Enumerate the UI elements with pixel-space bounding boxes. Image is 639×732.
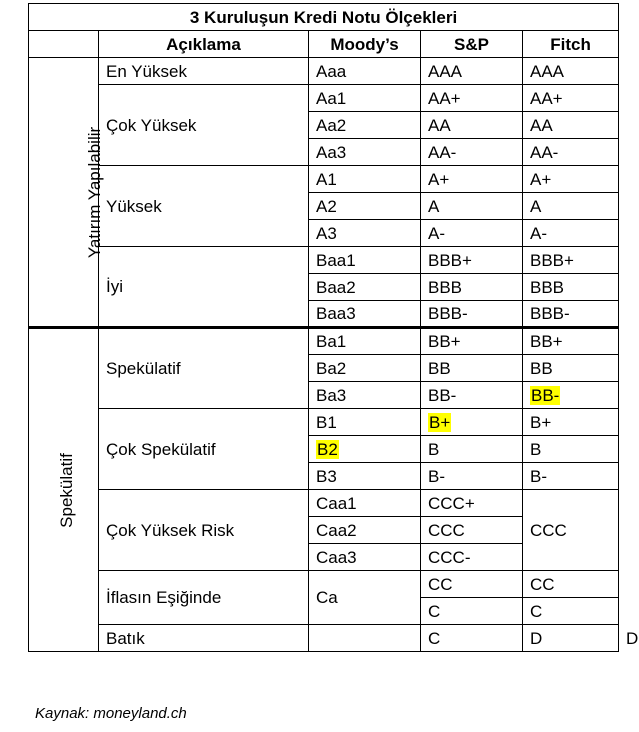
moodys-cell: C xyxy=(421,625,523,652)
sp-cell: BB- xyxy=(421,382,523,409)
credit-rating-table xyxy=(28,3,639,652)
table-title: 3 Kuruluşun Kredi Notu Ölçekleri xyxy=(29,4,619,31)
header-blank xyxy=(29,31,99,58)
group-label: Yatırım Yapılabilir xyxy=(85,126,105,258)
moodys-cell: Aa1 xyxy=(309,85,421,112)
sp-cell: A- xyxy=(421,220,523,247)
fitch-cell: A+ xyxy=(523,166,619,193)
header-moodys: Moody’s xyxy=(309,31,421,58)
moodys-cell: Caa3 xyxy=(309,544,421,571)
moodys-cell: Baa2 xyxy=(309,274,421,301)
moodys-cell: Aa2 xyxy=(309,112,421,139)
moodys-cell: Ba1 xyxy=(309,328,421,355)
group-investment xyxy=(29,58,105,328)
header-fitch: Fitch xyxy=(523,31,619,58)
table-row xyxy=(29,571,619,598)
sp-cell: CCC- xyxy=(421,544,523,571)
header-sp: S&P xyxy=(421,31,523,58)
description-cell: Spekülatif xyxy=(99,328,309,409)
sp-cell: BB xyxy=(421,355,523,382)
fitch-cell: CCC xyxy=(523,490,619,571)
sp-cell: A+ xyxy=(421,166,523,193)
fitch-cell: B- xyxy=(523,463,619,490)
table-row xyxy=(29,409,619,436)
fitch-cell: BB xyxy=(523,355,619,382)
sp-cell: B- xyxy=(421,463,523,490)
sp-cell: B xyxy=(421,436,523,463)
description-cell: Çok Yüksek Risk xyxy=(99,490,309,571)
moodys-cell: Aa3 xyxy=(309,139,421,166)
fitch-cell: BBB+ xyxy=(523,247,619,274)
fitch-cell: AAA xyxy=(523,58,619,85)
sp-cell: CC xyxy=(421,571,523,598)
moodys-cell: Ba2 xyxy=(309,355,421,382)
fitch-cell: B xyxy=(523,436,619,463)
sp-cell: C xyxy=(421,598,523,625)
fitch-cell: CC xyxy=(523,571,619,598)
fitch-cell: C xyxy=(523,598,619,625)
description-cell: En Yüksek xyxy=(99,58,309,85)
moodys-cell: A2 xyxy=(309,193,421,220)
fitch-cell: AA xyxy=(523,112,619,139)
sp-cell: CCC+ xyxy=(421,490,523,517)
fitch-cell xyxy=(523,382,619,409)
source-note: Kaynak: moneyland.ch xyxy=(35,705,187,722)
fitch-cell: AA+ xyxy=(523,85,619,112)
table-row: Batık C D D xyxy=(29,625,619,652)
sp-cell: BB+ xyxy=(421,328,523,355)
moodys-cell: A1 xyxy=(309,166,421,193)
sp-cell: CCC xyxy=(421,517,523,544)
table-row xyxy=(29,58,619,85)
sp-cell: AA xyxy=(421,112,523,139)
title-row xyxy=(29,4,619,31)
group-speculative xyxy=(29,328,99,652)
fitch-cell: BBB xyxy=(523,274,619,301)
fitch-cell: B+ xyxy=(523,409,619,436)
table-row xyxy=(29,247,619,274)
sp-cell xyxy=(421,409,523,436)
fitch-cell: A xyxy=(523,193,619,220)
description-cell: Çok Yüksek xyxy=(99,85,309,166)
header-row xyxy=(29,31,619,58)
description-cell xyxy=(309,625,421,652)
moodys-cell: Caa2 xyxy=(309,517,421,544)
description-cell: İflasın Eşiğinde xyxy=(99,571,309,625)
moodys-cell: A3 xyxy=(309,220,421,247)
table-row xyxy=(29,166,619,193)
moodys-cell: Ba3 xyxy=(309,382,421,409)
moodys-cell: Caa1 xyxy=(309,490,421,517)
fitch-cell: AA- xyxy=(523,139,619,166)
table-row xyxy=(29,490,619,517)
default-label: Batık xyxy=(99,625,309,652)
moodys-cell: Aaa xyxy=(309,58,421,85)
table-row xyxy=(29,85,619,112)
moodys-cell: Baa1 xyxy=(309,247,421,274)
description-cell: İyi xyxy=(99,247,309,328)
sp-cell: AAA xyxy=(421,58,523,85)
moodys-cell xyxy=(309,436,421,463)
group-label: Spekülatif xyxy=(56,452,76,528)
moodys-cell: B3 xyxy=(309,463,421,490)
moodys-cell: Baa3 xyxy=(309,301,421,328)
description-cell: Yüksek xyxy=(99,166,309,247)
sp-cell: D xyxy=(523,625,619,652)
fitch-cell: A- xyxy=(523,220,619,247)
highlighted-rating: B2 xyxy=(317,439,338,459)
sp-cell: BBB+ xyxy=(421,247,523,274)
fitch-cell: BBB- xyxy=(523,301,619,328)
highlighted-rating: BB- xyxy=(531,385,560,405)
fitch-cell: BB+ xyxy=(523,328,619,355)
highlighted-rating: B+ xyxy=(429,412,451,432)
table-row xyxy=(29,328,619,355)
sp-cell: BBB- xyxy=(421,301,523,328)
moodys-cell: B1 xyxy=(309,409,421,436)
header-description: Açıklama xyxy=(99,31,309,58)
sp-cell: BBB xyxy=(421,274,523,301)
moodys-cell: Ca xyxy=(309,571,421,625)
description-cell: Çok Spekülatif xyxy=(99,409,309,490)
sp-cell: AA- xyxy=(421,139,523,166)
sp-cell: AA+ xyxy=(421,85,523,112)
sp-cell: A xyxy=(421,193,523,220)
